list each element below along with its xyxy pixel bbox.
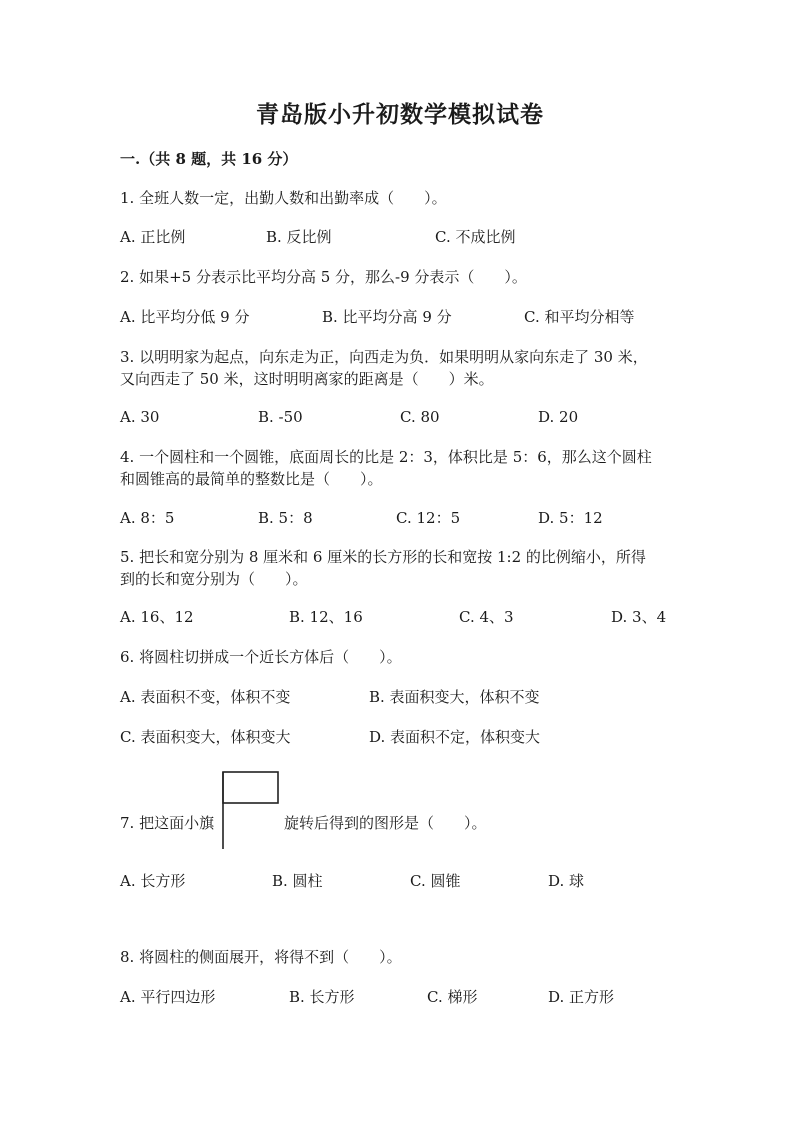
question-6-option-b[interactable]: B. 表面积变大，体积不变 [369,688,540,706]
question-3-option-a[interactable]: A. 30 [120,408,160,426]
question-7-text-before-figure: 7. 把这面小旗 [120,814,215,832]
question-4-option-a[interactable]: A. 8：5 [120,509,175,527]
question-1-option-c[interactable]: C. 不成比例 [435,228,516,246]
question-7-option-c[interactable]: C. 圆锥 [410,872,461,890]
question-8-option-d[interactable]: D. 正方形 [548,988,615,1006]
question-3-text-line-1: 3. 以明明家为起点，向东走为正，向西走为负．如果明明从家向东走了 30 米， [120,348,648,366]
question-8-text: 8. 将圆柱的侧面展开，将得不到（ ）。 [120,948,402,966]
page-title: 青岛版小升初数学模拟试卷 [256,101,544,128]
question-7-option-a[interactable]: A. 长方形 [120,872,186,890]
question-5-option-b[interactable]: B. 12、16 [289,608,363,626]
question-5-text-line-2: 到的长和宽分别为（ ）。 [120,570,308,588]
question-6-option-d[interactable]: D. 表面积不定，体积变大 [369,728,541,746]
question-4-option-c[interactable]: C. 12：5 [396,509,461,527]
question-8-option-a[interactable]: A. 平行四边形 [120,988,216,1006]
question-5-option-c[interactable]: C. 4、3 [459,608,514,626]
question-1-option-b[interactable]: B. 反比例 [266,228,332,246]
question-4-text-line-1: 4. 一个圆柱和一个圆锥，底面周长的比是 2：3，体积比是 5：6，那么这个圆柱 [120,448,652,466]
question-3-option-c[interactable]: C. 80 [400,408,440,426]
section-heading: 一.（共 8 题，共 16 分） [120,150,298,168]
question-3-option-b[interactable]: B. -50 [258,408,303,426]
question-2-text: 2. 如果+5 分表示比平均分高 5 分，那么-9 分表示（ ）。 [120,268,527,286]
question-5-option-d[interactable]: D. 3、4 [611,608,667,626]
question-4-option-d[interactable]: D. 5：12 [538,509,603,527]
question-4-text-line-2: 和圆锥高的最简单的整数比是（ ）。 [120,470,383,488]
question-3-option-d[interactable]: D. 20 [538,408,579,426]
question-6-option-c[interactable]: C. 表面积变大，体积变大 [120,728,291,746]
question-8-option-c[interactable]: C. 梯形 [427,988,478,1006]
question-5-text-line-1: 5. 把长和宽分别为 8 厘米和 6 厘米的长方形的长和宽按 1:2 的比例缩小，所得 [120,548,646,566]
question-3-text-line-2: 又向西走了 50 米，这时明明离家的距离是（ ）米。 [120,370,494,388]
question-7-text-after-figure: 旋转后得到的图形是（ ）。 [284,814,487,832]
flag-figure [221,771,281,851]
question-4-option-b[interactable]: B. 5：8 [258,509,313,527]
question-7-option-d[interactable]: D. 球 [548,872,585,890]
question-6-text: 6. 将圆柱切拼成一个近长方体后（ ）。 [120,648,402,666]
question-1-option-a[interactable]: A. 正比例 [120,228,186,246]
question-2-option-b[interactable]: B. 比平均分高 9 分 [322,308,452,326]
question-1-text: 1. 全班人数一定，出勤人数和出勤率成（ ）。 [120,189,447,207]
question-7-option-b[interactable]: B. 圆柱 [272,872,323,890]
question-5-option-a[interactable]: A. 16、12 [120,608,194,626]
question-2-option-c[interactable]: C. 和平均分相等 [524,308,635,326]
question-8-option-b[interactable]: B. 长方形 [289,988,355,1006]
question-2-option-a[interactable]: A. 比平均分低 9 分 [120,308,250,326]
question-6-option-a[interactable]: A. 表面积不变，体积不变 [120,688,291,706]
